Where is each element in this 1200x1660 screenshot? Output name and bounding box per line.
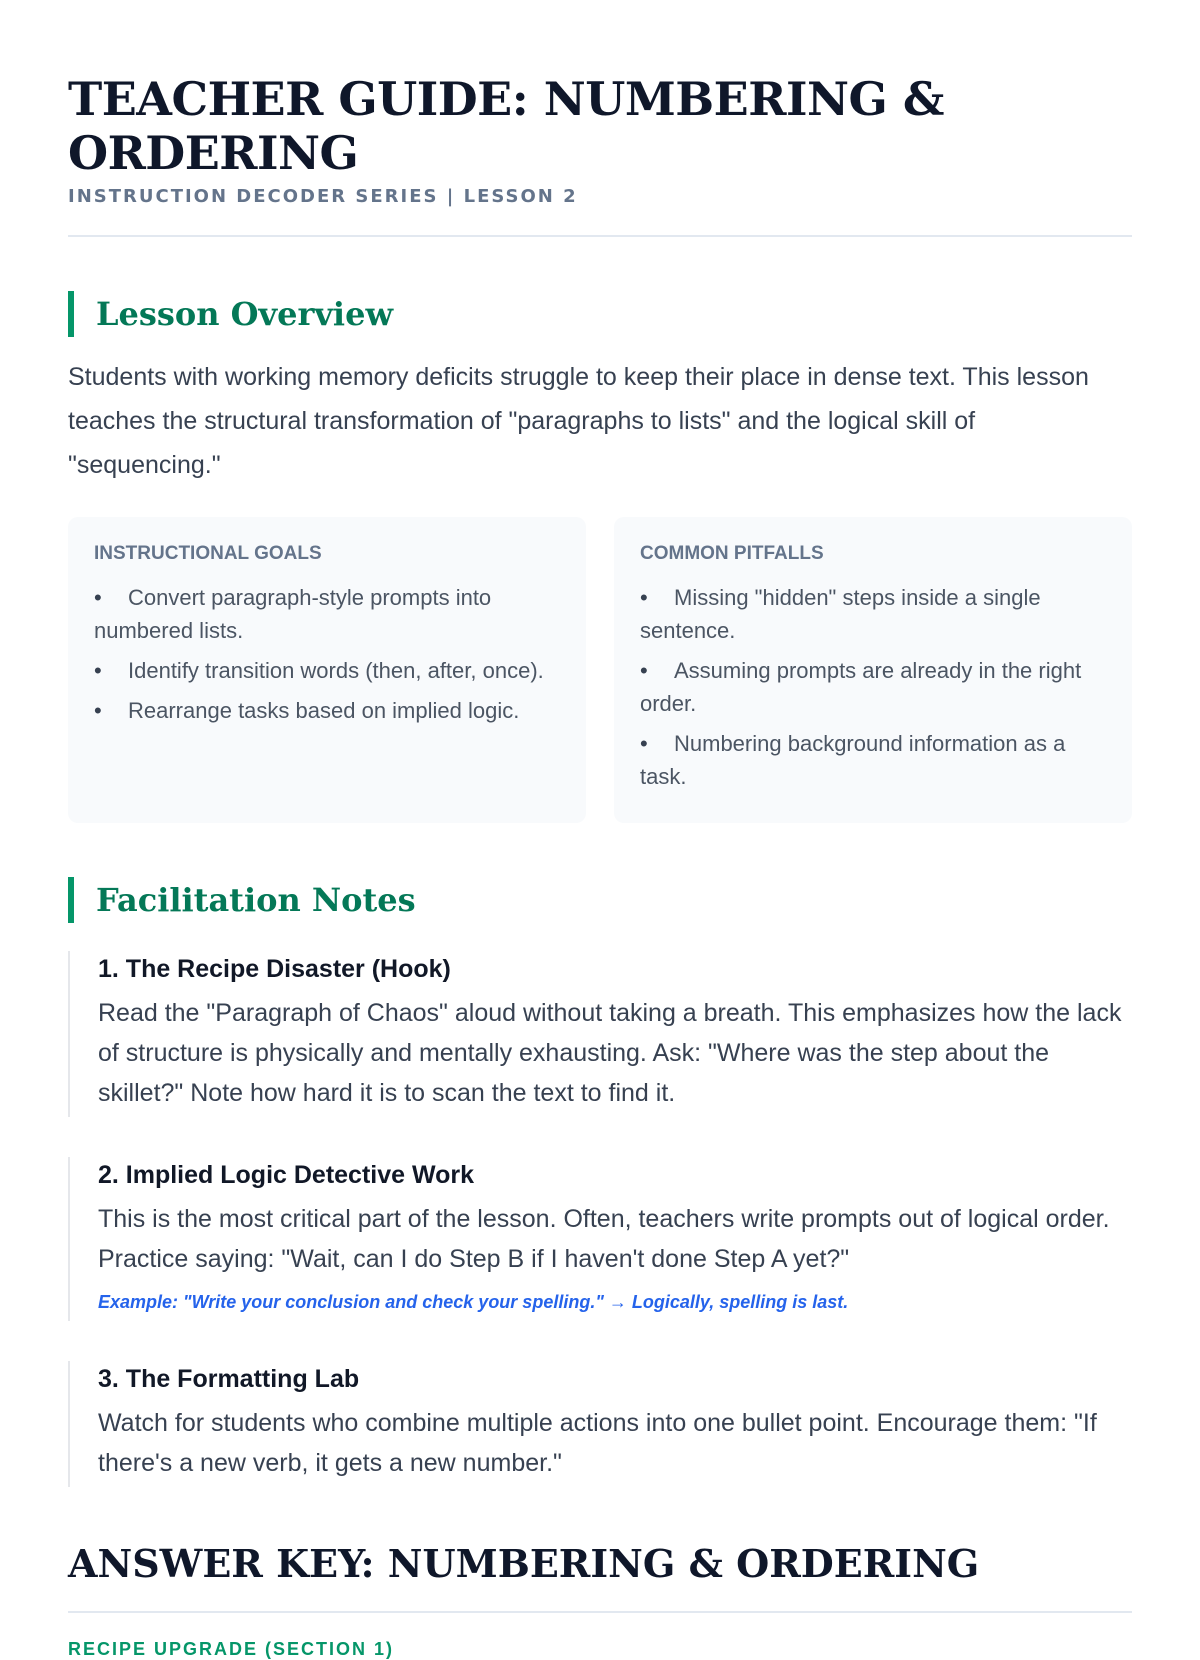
bullet-icon: • xyxy=(640,658,648,683)
goals-list xyxy=(94,581,560,727)
bullet-icon: • xyxy=(94,658,102,683)
answer-key-title: ANSWER KEY: NUMBERING & ORDERING xyxy=(68,1541,980,1586)
list-item xyxy=(94,581,560,647)
list-item xyxy=(94,654,560,687)
facilitation-note-3 xyxy=(68,1361,1132,1487)
answer-key-subtitle: RECIPE UPGRADE (SECTION 1) xyxy=(68,1639,395,1659)
goal-text: Rearrange tasks based on implied logic. xyxy=(128,698,520,723)
list-item xyxy=(94,694,560,727)
note-title: 2. Implied Logic Detective Work xyxy=(98,1161,475,1189)
list-item xyxy=(640,654,1106,720)
facilitation-heading: Facilitation Notes xyxy=(68,877,1132,923)
header-divider xyxy=(68,235,1132,237)
facilitation-note-1 xyxy=(68,951,1132,1117)
note-body: Read the "Paragraph of Chaos" aloud without taking a breath. This emphasizes how the lack of structure is physically and mentally exhausting. Ask: "Where was the step about the skillet?" Note how hard it is to scan the text to find it. xyxy=(98,999,1122,1107)
goal-text: Convert paragraph-style prompts into numbered lists. xyxy=(94,585,492,643)
common-pitfalls-card xyxy=(614,517,1132,823)
note-example: Example: "Write your conclusion and check your spelling." → Logically, spelling is last. xyxy=(98,1292,849,1312)
document-title: TEACHER GUIDE: NUMBERING & ORDERING xyxy=(68,72,944,180)
goal-text: Identify transition words (then, after, once). xyxy=(128,658,544,683)
pitfalls-list xyxy=(640,581,1106,793)
list-item xyxy=(640,581,1106,647)
note-title: 3. The Formatting Lab xyxy=(98,1365,360,1393)
bullet-icon: • xyxy=(94,698,102,723)
facilitation-note-2 xyxy=(68,1157,1132,1321)
answer-key-divider xyxy=(68,1611,1132,1613)
note-title: 1. The Recipe Disaster (Hook) xyxy=(98,955,451,983)
pitfall-text: Numbering background information as a task. xyxy=(640,731,1066,789)
bullet-icon: • xyxy=(94,585,102,610)
bullet-icon: • xyxy=(640,585,648,610)
goals-title: INSTRUCTIONAL GOALS xyxy=(94,543,322,564)
pitfall-text: Assuming prompts are already in the right order. xyxy=(640,658,1082,716)
bullet-icon: • xyxy=(640,731,648,756)
instructional-goals-card xyxy=(68,517,586,823)
document-subtitle: INSTRUCTION DECODER SERIES | LESSON 2 xyxy=(68,186,578,207)
note-body: Watch for students who combine multiple actions into one bullet point. Encourage them: "If there's a new verb, it gets a new number." xyxy=(98,1409,1097,1477)
pitfall-text: Missing "hidden" steps inside a single sentence. xyxy=(640,585,1041,643)
pitfalls-title: COMMON PITFALLS xyxy=(640,543,824,564)
goals-pitfalls-cards xyxy=(68,517,1132,823)
overview-heading: Lesson Overview xyxy=(68,291,1132,337)
overview-text: Students with working memory deficits struggle to keep their place in dense text. This lesson teaches the structural transformation of "paragraphs to lists" and the logical skill of "sequencing." xyxy=(68,363,1089,479)
list-item xyxy=(640,727,1106,793)
note-body: This is the most critical part of the lesson. Often, teachers write prompts out of logical order. Practice saying: "Wait, can I do Step B if I haven't done Step A yet?" xyxy=(98,1205,1110,1273)
